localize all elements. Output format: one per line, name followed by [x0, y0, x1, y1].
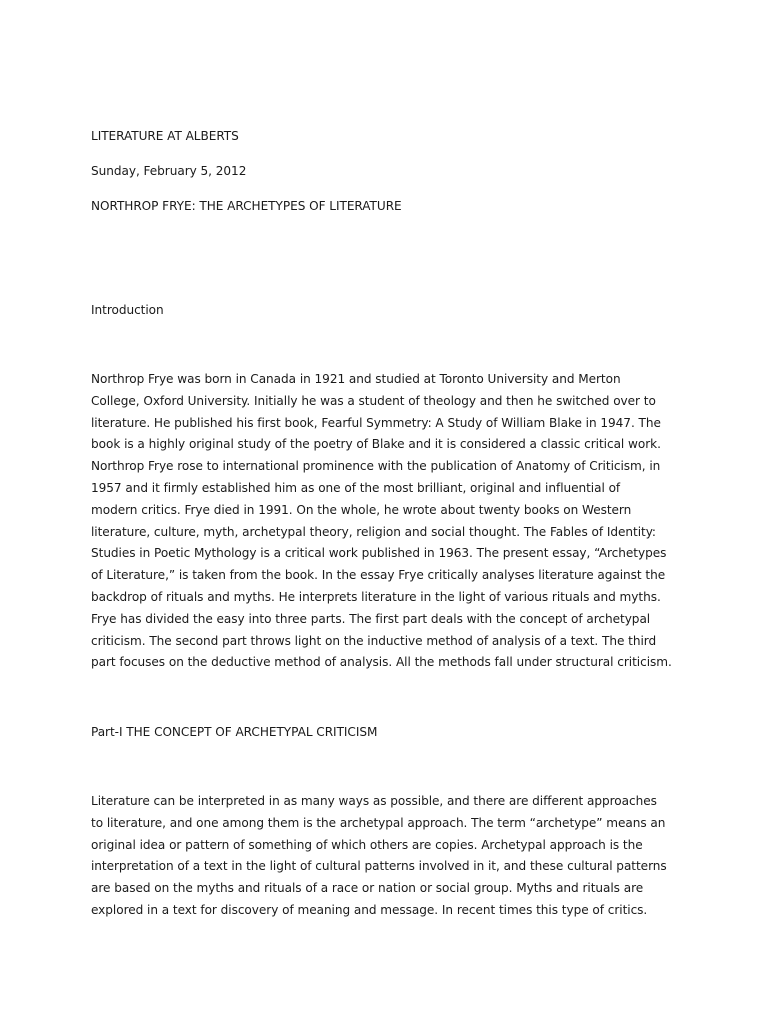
paragraph-line: criticism. The second part throws light on the inductive method of analysis of a text. The third [91, 633, 657, 648]
introduction-heading: Introduction [91, 303, 164, 317]
paragraph-line: Studies in Poetic Mythology is a critical work published in 1963. The present essay, “Archetypes [91, 546, 667, 561]
post-title: NORTHROP FRYE: THE ARCHETYPES OF LITERATURE [91, 199, 402, 213]
part1-heading: Part-I THE CONCEPT OF ARCHETYPAL CRITICISM [91, 725, 378, 739]
paragraph-line: of Literature,” is taken from the book. In the essay Frye critically analyses literature against the [91, 568, 666, 583]
paragraph-line: literature, culture, myth, archetypal theory, religion and social thought. The Fables of Identity: [91, 524, 656, 539]
paragraph-line: book is a highly original study of the poetry of Blake and it is considered a classic critical work. [91, 437, 661, 452]
paragraph-line: to literature, and one among them is the archetypal approach. The term “archetype” means an [91, 815, 666, 830]
paragraph-line: Frye has divided the easy into three parts. The first part deals with the concept of archetypal [91, 611, 651, 626]
part1-paragraph [91, 791, 667, 922]
paragraph-line: 1957 and it firmly established him as one of the most brilliant, original and influential of [91, 480, 621, 495]
blog-title: LITERATURE AT ALBERTS [91, 129, 239, 143]
paragraph-line: modern critics. Frye died in 1991. On the whole, he wrote about twenty books on Western [91, 502, 632, 517]
paragraph-line: literature. He published his first book, Fearful Symmetry: A Study of William Blake in 1947. The [91, 415, 661, 430]
paragraph-line: interpretation of a text in the light of cultural patterns involved in it, and these cultural patterns [91, 859, 667, 874]
introduction-paragraph [91, 369, 672, 674]
paragraph-line: Northrop Frye was born in Canada in 1921 and studied at Toronto University and Merton [91, 372, 621, 386]
paragraph-line: College, Oxford University. Initially he was a student of theology and then he switched over to [91, 393, 656, 408]
paragraph-line: backdrop of rituals and myths. He interprets literature in the light of various rituals and myths. [91, 589, 661, 604]
paragraph-line: original idea or pattern of something of which others are copies. Archetypal approach is the [91, 837, 643, 852]
paragraph-line: Northrop Frye rose to international prominence with the publication of Anatomy of Criticism, in [91, 459, 661, 474]
paragraph-line: part focuses on the deductive method of analysis. All the methods fall under structural criticism. [91, 655, 672, 670]
paragraph-line: are based on the myths and rituals of a race or nation or social group. Myths and rituals are [91, 881, 644, 896]
paragraph-line: explored in a text for discovery of meaning and message. In recent times this type of critics. [91, 902, 648, 917]
paragraph-line: Literature can be interpreted in as many ways as possible, and there are different approaches [91, 794, 657, 808]
post-date: Sunday, February 5, 2012 [91, 164, 247, 178]
